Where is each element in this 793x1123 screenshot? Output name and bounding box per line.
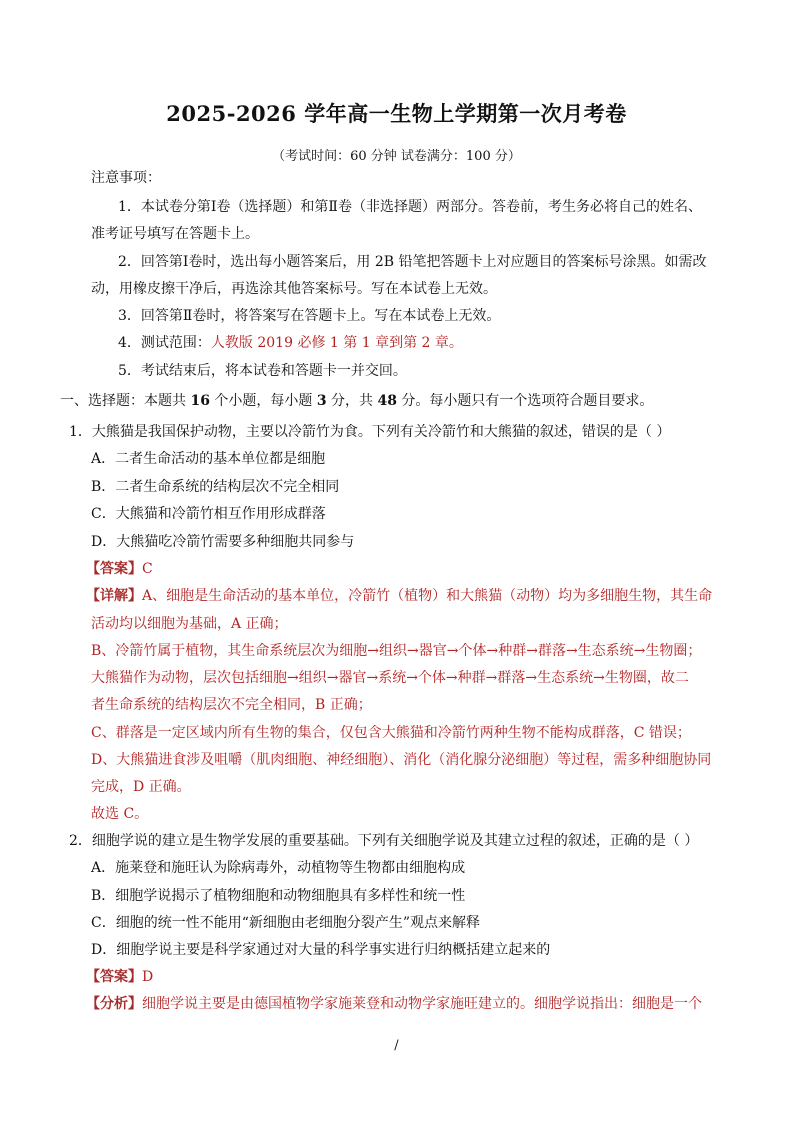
- note-1-line-1: 1．本试卷分第Ⅰ卷（选择题）和第Ⅱ卷（非选择题）两部分。答卷前，考生务必将自己的姓名、: [118, 199, 702, 215]
- q1-detail-a-line-2: 活动均以细胞为基础，A 正确；: [91, 616, 288, 632]
- section-heading: 一、选择题：本题共 16 个小题，每小题 3 分，共 48 分。每小题只有一个选项符合题目要求。: [60, 393, 654, 409]
- note-3: 3．回答第Ⅱ卷时，将答案写在答题卡上。写在本试卷上无效。: [118, 308, 501, 324]
- q1-option-a: A．二者生命活动的基本单位都是细胞: [91, 451, 326, 467]
- q2-option-b: B．细胞学说揭示了植物细胞和动物细胞具有多样性和统一性: [91, 888, 466, 904]
- q2-option-a: A．施莱登和施旺认为除病毒外，动植物等生物都由细胞构成: [91, 860, 466, 876]
- q1-stem: 1．大熊猫是我国保护动物，主要以冷箭竹为食。下列有关冷箭竹和大熊猫的叙述，错误的是（ ）: [69, 424, 671, 440]
- note-5: 5．考试结束后，将本试卷和答题卡一并交回。: [118, 363, 407, 379]
- note-2-line-1: 2．回答第Ⅰ卷时，选出每小题答案后，用 2B 铅笔把答题卡上对应题目的答案标号涂黑。如需改: [118, 254, 707, 270]
- page-title: 2025-2026 学年高一生物上学期第一次月考卷: [166, 101, 627, 126]
- q1-detail-b-line-2: 大熊猫作为动物，层次包括细胞→组织→器官→系统→个体→种群→群落→生态系统→生物圈，故二: [91, 670, 689, 686]
- notes-heading: 注意事项：: [91, 170, 161, 186]
- q2-analysis: 【分析】细胞学说主要是由德国植物学家施莱登和动物学家施旺建立的。细胞学说指出：细胞是一个: [86, 996, 702, 1012]
- note-4: [118, 333, 463, 353]
- q1-option-c: C．大熊猫和冷箭竹相互作用形成群落: [91, 506, 326, 522]
- q2-option-c: C．细胞的统一性不能用“新细胞由老细胞分裂产生”观点来解释: [91, 915, 481, 931]
- q1-option-b: B．二者生命系统的结构层次不完全相同: [91, 479, 340, 495]
- note-4-prefix: 4．测试范围：: [118, 335, 211, 351]
- test-range: 人教版 2019 必修 1 第 1 章到第 2 章。: [210, 335, 463, 351]
- q1-detail-b-line-3: 者生命系统的结构层次不完全相同，B 正确；: [91, 697, 372, 713]
- q2-answer: 【答案】D: [86, 969, 154, 985]
- exam-info: （考试时间：60 分钟 试卷满分：100 分）: [272, 149, 521, 164]
- q1-conclusion: 故选 C。: [91, 806, 149, 822]
- q1-detail-c: C、群落是一定区域内所有生物的集合，仅包含大熊猫和冷箭竹两种生物不能构成群落，C 错误；: [91, 725, 691, 741]
- q2-option-d: D．细胞学说主要是科学家通过对大量的科学事实进行归纳概括建立起来的: [91, 942, 551, 958]
- note-2-line-2: 动，用橡皮擦干净后，再选涂其他答案标号。写在本试卷上无效。: [91, 281, 497, 297]
- page-number: /: [394, 1038, 399, 1053]
- q1-option-d: D．大熊猫吃冷箭竹需要多种细胞共同参与: [91, 534, 355, 550]
- q1-answer: 【答案】C: [86, 561, 153, 577]
- q1-detail-d-line-1: D、大熊猫进食涉及咀嚼（肌肉细胞、神经细胞）、消化（消化腺分泌细胞）等过程，需多种细胞协同: [91, 752, 712, 768]
- q1-detail-d-line-2: 完成，D 正确。: [91, 779, 191, 795]
- note-1-line-2: 准考证号填写在答题卡上。: [91, 226, 259, 242]
- q2-stem: 2．细胞学说的建立是生物学发展的重要基础。下列有关细胞学说及其建立过程的叙述，正确的是（ ）: [69, 833, 699, 849]
- q1-detail-b-line-1: B、冷箭竹属于植物，其生命系统层次为细胞→组织→器官→个体→种群→群落→生态系统→生物圈；: [91, 643, 702, 659]
- q1-detail-a-line-1: 【详解】A、细胞是生命活动的基本单位，冷箭竹（植物）和大熊猫（动物）均为多细胞生物，其生命: [86, 588, 713, 604]
